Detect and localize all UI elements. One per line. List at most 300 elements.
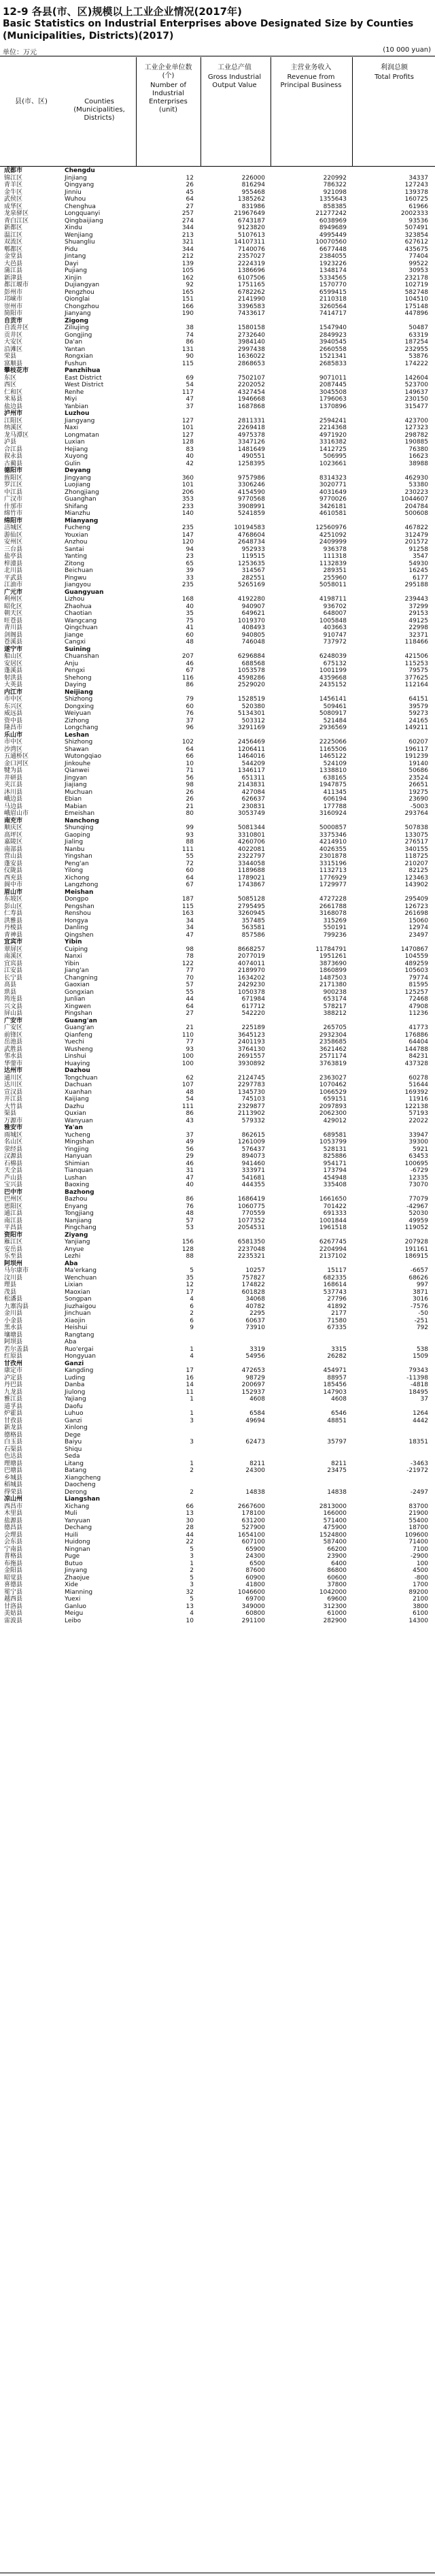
enterprises-value: 46 <box>186 660 194 667</box>
revenue-value: 4359668 <box>319 674 347 682</box>
county-name-en: Yingshan <box>65 853 92 860</box>
county-name-cn: 江阳区 <box>4 417 23 424</box>
county-name-en: Bazhou <box>65 1196 88 1203</box>
enterprises-value: 69 <box>186 374 194 382</box>
revenue-value: 2435152 <box>319 682 347 688</box>
county-name-cn: 江安县 <box>4 967 23 974</box>
county-name-cn: 东坡区 <box>4 896 23 903</box>
table-group-row <box>0 167 435 175</box>
enterprises-value: 71 <box>186 767 194 774</box>
table-row <box>0 1567 435 1575</box>
profits-value: 11236 <box>408 1010 428 1017</box>
table-row <box>0 839 435 846</box>
enterprises-value: 56 <box>186 1145 194 1153</box>
revenue-value: 5058011 <box>319 582 347 588</box>
enterprises-value: 72 <box>186 860 194 867</box>
profits-value: 109600 <box>404 1531 428 1539</box>
county-name-cn: 温江区 <box>4 231 23 239</box>
output-value: 1019370 <box>237 617 265 624</box>
county-name-cn: 安岳县 <box>4 1245 23 1253</box>
profits-value: 18495 <box>408 1388 428 1396</box>
profits-value: -21972 <box>406 1467 428 1474</box>
output-value: 5085128 <box>237 896 265 903</box>
header-enterprises-cn: 工业企业单位数(个) <box>144 64 192 80</box>
table-row <box>0 1253 435 1260</box>
county-name-cn: 井研县 <box>4 774 23 782</box>
header-county-en-text: Counties (Municipalities, Districts) <box>73 98 125 122</box>
profits-value: 421506 <box>404 653 428 660</box>
enterprises-value: 212 <box>181 253 194 260</box>
county-name-en: Baiyu <box>65 1439 82 1445</box>
county-name-cn: 大竹县 <box>4 1103 23 1110</box>
table-row <box>0 675 435 682</box>
table-row <box>0 1324 435 1332</box>
profits-value: 507838 <box>404 824 428 831</box>
enterprises-value: 26 <box>186 796 194 803</box>
profits-value: 71400 <box>408 1539 428 1545</box>
county-name-en: Zhaojue <box>65 1574 90 1582</box>
profits-value: 39579 <box>408 703 428 710</box>
table-row <box>0 567 435 575</box>
profits-value: 63319 <box>408 331 428 339</box>
county-name-cn: 石棉县 <box>4 1160 23 1167</box>
profits-value: 377625 <box>404 674 428 682</box>
output-value: 3764130 <box>237 1046 265 1053</box>
county-name-cn: 茂县 <box>4 1288 17 1296</box>
table-row <box>0 1389 435 1396</box>
county-name-cn: 马边县 <box>4 803 23 810</box>
county-name-cn: 甘洛县 <box>4 1603 23 1610</box>
output-value: 1751165 <box>237 282 265 288</box>
enterprises-value: 80 <box>186 810 194 817</box>
revenue-value: 2301878 <box>319 853 347 860</box>
county-name-cn: 沙湾区 <box>4 746 23 753</box>
revenue-value: 289351 <box>323 567 347 574</box>
county-name-en: Wanyuan <box>65 1117 93 1124</box>
county-name-cn: 阿坝州 <box>4 1260 23 1267</box>
table-row <box>0 382 435 389</box>
county-name-en: Jinniu <box>65 188 82 196</box>
revenue-value: 11784791 <box>315 946 347 953</box>
enterprises-value: 54 <box>186 1096 194 1103</box>
table-row <box>0 632 435 639</box>
county-name-en: Xinjin <box>65 274 82 282</box>
county-name-en: Batang <box>65 1467 87 1474</box>
county-name-cn: 合江县 <box>4 446 23 453</box>
table-row <box>0 224 435 232</box>
enterprises-value: 34 <box>186 917 194 924</box>
output-value: 34068 <box>245 1296 265 1303</box>
table-row <box>0 1589 435 1596</box>
profits-value: 175148 <box>404 303 428 310</box>
county-name-cn: 嘉陵区 <box>4 839 23 846</box>
table-row <box>0 775 435 782</box>
table-row <box>0 846 435 854</box>
revenue-value: 1370896 <box>319 403 347 410</box>
table-row <box>0 503 435 511</box>
table-row <box>0 1275 435 1282</box>
county-name-cn: 犍为县 <box>4 767 23 774</box>
enterprises-value: 57 <box>186 1217 194 1224</box>
revenue-value: 4727228 <box>319 896 347 903</box>
profits-value: 239443 <box>404 596 428 603</box>
output-value: 7502107 <box>237 374 265 382</box>
output-value: 2124745 <box>237 1074 265 1082</box>
enterprises-value: 1 <box>190 1460 194 1467</box>
county-name-cn: 大英县 <box>4 682 23 688</box>
county-name-cn: 蓬溪县 <box>4 667 23 674</box>
output-value: 6107506 <box>237 274 265 282</box>
county-name-en: Wuhou <box>65 196 86 203</box>
county-name-en: Qingbaijiang <box>65 217 103 224</box>
output-value: 2189970 <box>237 967 265 974</box>
county-name-cn: 丹巴县 <box>4 1382 23 1388</box>
county-name-en: Jintang <box>65 253 86 260</box>
profits-value: 84231 <box>408 1053 428 1060</box>
profits-value: 133075 <box>404 831 428 839</box>
county-name-cn: 市中区 <box>4 739 23 746</box>
county-name-cn: 广安区 <box>4 1024 23 1031</box>
county-name-cn: 利州区 <box>4 596 23 603</box>
revenue-value: 177788 <box>323 803 347 810</box>
revenue-value: 10070560 <box>315 239 347 246</box>
table-row <box>0 1532 435 1539</box>
county-name-cn: 巴州区 <box>4 1196 23 1203</box>
output-value: 746048 <box>241 639 265 646</box>
revenue-value: 111318 <box>323 553 347 560</box>
enterprises-value: 93 <box>186 831 194 839</box>
revenue-value: 3316382 <box>319 439 347 446</box>
enterprises-value: 74 <box>186 331 194 339</box>
output-value: 1743867 <box>237 882 265 888</box>
profits-value: 191161 <box>404 1245 428 1253</box>
county-name-cn: 美姑县 <box>4 1610 23 1617</box>
output-value: 2529020 <box>237 682 265 688</box>
county-name-cn: 青川县 <box>4 624 23 631</box>
output-value: 5134301 <box>237 710 265 717</box>
table-row <box>0 653 435 660</box>
county-name-en: Dayi <box>65 260 79 267</box>
table-row <box>0 932 435 939</box>
county-name-en: Wutongqiao <box>65 753 101 760</box>
output-value: 6296884 <box>237 653 265 660</box>
revenue-value: 3315196 <box>319 860 347 867</box>
county-name-cn: 洪雅县 <box>4 917 23 924</box>
header-divider <box>136 57 137 166</box>
profits-value: 22998 <box>408 624 428 631</box>
table-row <box>0 746 435 754</box>
enterprises-value: 27 <box>186 1010 194 1017</box>
profits-value: 68626 <box>408 1274 428 1282</box>
revenue-value: 1947875 <box>319 782 347 788</box>
table-row <box>0 303 435 311</box>
revenue-value: 1524800 <box>319 1531 347 1539</box>
output-value: 3319 <box>249 1345 265 1353</box>
enterprises-value: 41 <box>186 624 194 631</box>
output-value: 940805 <box>241 631 265 639</box>
output-value: 230831 <box>241 803 265 810</box>
enterprises-value: 13 <box>186 1510 194 1517</box>
table-row <box>0 660 435 668</box>
output-value: 226000 <box>241 174 265 182</box>
table-row <box>0 1396 435 1403</box>
county-name-en: Cangxi <box>65 639 86 646</box>
enterprises-value: 117 <box>181 388 194 396</box>
table-row <box>0 246 435 254</box>
county-name-en: Anyue <box>65 1245 84 1253</box>
revenue-value: 23475 <box>327 1467 347 1474</box>
county-name-cn: 木里县 <box>4 1510 23 1517</box>
output-value: 2224319 <box>237 260 265 267</box>
county-name-en: Luding <box>65 1374 86 1382</box>
output-value: 941460 <box>241 1160 265 1167</box>
table-row <box>0 424 435 432</box>
enterprises-value: 111 <box>181 846 194 853</box>
county-name-en: Mianzhu <box>65 510 90 517</box>
table-row <box>0 760 435 768</box>
revenue-value: 578217 <box>323 1003 347 1010</box>
county-name-cn: 岳池县 <box>4 1039 23 1046</box>
county-name-en: Jiulong <box>65 1388 86 1396</box>
output-value: 952933 <box>241 546 265 553</box>
county-name-cn: 北川县 <box>4 567 23 574</box>
table-row <box>0 1618 435 1625</box>
output-value: 10257 <box>245 1267 265 1274</box>
revenue-value: 689581 <box>323 1131 347 1139</box>
county-name-cn: 德昌县 <box>4 1524 23 1531</box>
enterprises-value: 40 <box>186 453 194 460</box>
table-row <box>0 1239 435 1246</box>
header-revenue-en: Revenue from Principal Business <box>280 73 342 89</box>
table-row <box>0 1132 435 1139</box>
county-name-en: Xichong <box>65 874 90 882</box>
output-value: 14838 <box>245 1488 265 1496</box>
table-row <box>0 396 435 403</box>
enterprises-value: 88 <box>186 839 194 846</box>
enterprises-value: 162 <box>181 274 194 282</box>
enterprises-value: 9 <box>190 1324 194 1331</box>
enterprises-value: 3 <box>190 1439 194 1445</box>
output-value: 4260706 <box>237 839 265 846</box>
county-name-cn: 乐山市 <box>4 731 23 739</box>
enterprises-value: 131 <box>181 346 194 353</box>
enterprises-value: 66 <box>186 753 194 760</box>
county-name-cn: 前锋区 <box>4 1031 23 1039</box>
revenue-value: 8949689 <box>319 224 347 231</box>
enterprises-value: 76 <box>186 1203 194 1210</box>
enterprises-value: 55 <box>186 853 194 860</box>
county-name-cn: 古蔺县 <box>4 460 23 467</box>
county-name-cn: 德阳市 <box>4 467 23 474</box>
enterprises-value: 127 <box>181 417 194 424</box>
profits-value: -7576 <box>410 1303 428 1310</box>
county-name-cn: 达川区 <box>4 1082 23 1088</box>
county-name-cn: 雅江县 <box>4 1396 23 1403</box>
county-name-cn: 天全县 <box>4 1167 23 1174</box>
revenue-value: 9770026 <box>319 496 347 503</box>
table-row <box>0 403 435 411</box>
county-name-cn: 沐川县 <box>4 788 23 796</box>
revenue-value: 1661650 <box>319 1196 347 1203</box>
enterprises-value: 64 <box>186 874 194 882</box>
county-name-cn: 安居区 <box>4 660 23 667</box>
table-group-row <box>0 318 435 325</box>
revenue-value: 2571174 <box>319 1053 347 1060</box>
profits-value: 792 <box>416 1324 428 1331</box>
county-name-en: Yuechi <box>65 1039 84 1046</box>
revenue-value: 6599415 <box>319 288 347 296</box>
county-name-cn: 兴文县 <box>4 1003 23 1010</box>
table-row <box>0 1182 435 1189</box>
table-row <box>0 975 435 982</box>
header-county-en <box>63 98 136 122</box>
table-row <box>0 203 435 211</box>
county-name-cn: 峨眉山市 <box>4 810 29 817</box>
output-value: 200697 <box>241 1382 265 1388</box>
output-value: 41800 <box>245 1582 265 1588</box>
revenue-value: 220992 <box>323 174 347 182</box>
output-value: 671984 <box>241 996 265 1003</box>
revenue-value: 147903 <box>323 1388 347 1396</box>
county-name-en: Emeishan <box>65 810 95 817</box>
revenue-value: 3260564 <box>319 303 347 310</box>
table-row <box>0 482 435 489</box>
revenue-value: 1005848 <box>319 617 347 624</box>
output-value: 24300 <box>245 1467 265 1474</box>
profits-value: 232178 <box>404 274 428 282</box>
table-row <box>0 789 435 797</box>
enterprises-value: 3 <box>190 1582 194 1588</box>
profits-value: 144788 <box>404 1046 428 1053</box>
county-name-en: Qingyang <box>65 182 94 188</box>
table-row <box>0 1053 435 1060</box>
table-row <box>0 924 435 932</box>
table-row <box>0 682 435 689</box>
output-value: 73910 <box>245 1324 265 1331</box>
county-name-en: Yibin <box>65 960 80 967</box>
revenue-value: 48851 <box>327 1417 347 1424</box>
output-value: 2295 <box>249 1310 265 1317</box>
revenue-value: 1923226 <box>319 260 347 267</box>
table-row <box>0 1146 435 1154</box>
table-row <box>0 553 435 561</box>
table-row <box>0 546 435 554</box>
profits-value: 73070 <box>408 1182 428 1188</box>
table-row <box>0 1575 435 1582</box>
table-row <box>0 1060 435 1068</box>
enterprises-value: 105 <box>181 267 194 274</box>
table-row <box>0 339 435 346</box>
county-name-en: Dechang <box>65 1524 92 1531</box>
revenue-value: 5080917 <box>319 710 347 717</box>
profits-value: 51644 <box>408 1082 428 1088</box>
table-row <box>0 1518 435 1525</box>
county-name-cn: 新都区 <box>4 224 23 231</box>
table-row <box>0 1210 435 1218</box>
county-name-cn: 都江堰市 <box>4 282 29 288</box>
county-name-cn: 仁寿县 <box>4 910 23 917</box>
output-value: 1634202 <box>237 974 265 982</box>
output-value: 3396583 <box>237 303 265 310</box>
county-name-cn: 西充县 <box>4 874 23 882</box>
table-row <box>0 875 435 882</box>
county-name-en: Xindu <box>65 224 82 231</box>
profits-value: 340155 <box>404 846 428 853</box>
table-row <box>0 296 435 303</box>
revenue-value: 21277242 <box>315 210 347 217</box>
output-value: 1053578 <box>237 667 265 674</box>
enterprises-value: 35 <box>186 1274 194 1282</box>
revenue-value: 27796 <box>327 1296 347 1303</box>
county-name-en: Guanghan <box>65 496 97 503</box>
table-row <box>0 1424 435 1432</box>
table-row <box>0 867 435 875</box>
table-row <box>0 824 435 832</box>
county-name-en: Nanxi <box>65 953 82 960</box>
revenue-value: 537743 <box>323 1288 347 1296</box>
table-row <box>0 1353 435 1360</box>
output-value: 7140076 <box>237 246 265 253</box>
output-value: 2868653 <box>237 360 265 367</box>
profits-value: 18700 <box>408 1524 428 1531</box>
output-value: 1346117 <box>237 767 265 774</box>
enterprises-value: 2 <box>190 1567 194 1574</box>
county-name-en: Xiangcheng <box>65 1474 101 1482</box>
county-name-cn: 新津县 <box>4 274 23 282</box>
county-name-cn: 东兴区 <box>4 703 23 710</box>
revenue-value: 60600 <box>327 1574 347 1582</box>
output-value: 2077019 <box>237 953 265 960</box>
profits-value: 112164 <box>404 682 428 688</box>
enterprises-value: 29 <box>186 1153 194 1160</box>
enterprises-value: 98 <box>186 946 194 953</box>
county-name-cn: 宣汉县 <box>4 1088 23 1096</box>
profits-value: 105603 <box>404 967 428 974</box>
output-value: 503312 <box>241 717 265 724</box>
profits-value: -800 <box>414 1574 428 1582</box>
county-name-en: Lezhi <box>65 1253 81 1260</box>
revenue-value: 1132839 <box>319 560 347 567</box>
county-name-cn: 昭化区 <box>4 603 23 610</box>
enterprises-value: 64 <box>186 746 194 753</box>
output-value: 408493 <box>241 624 265 631</box>
enterprises-value: 5 <box>190 1574 194 1582</box>
county-name-cn: 龙马潭区 <box>4 431 29 439</box>
revenue-value: 910747 <box>323 631 347 639</box>
profits-value: 12974 <box>408 924 428 931</box>
output-value: 3053749 <box>237 810 265 817</box>
county-name-cn: 东区 <box>4 374 17 382</box>
enterprises-value: 54 <box>186 382 194 388</box>
enterprises-value: 86 <box>186 1110 194 1117</box>
enterprises-value: 2 <box>190 1310 194 1317</box>
output-value: 1481649 <box>237 446 265 453</box>
revenue-value: 4971920 <box>319 431 347 439</box>
table-row <box>0 361 435 368</box>
county-name-cn: 南充市 <box>4 817 23 824</box>
header-enterprises <box>139 64 197 114</box>
revenue-value: 4214910 <box>319 839 347 846</box>
revenue-value: 23900 <box>327 1553 347 1560</box>
county-name-en: Huili <box>65 1531 78 1539</box>
output-value: 2811331 <box>237 417 265 424</box>
table-row <box>0 218 435 225</box>
profits-value: 190885 <box>404 439 428 446</box>
county-name-en: Longquanyi <box>65 210 101 217</box>
county-name-cn: 资阳市 <box>4 1231 23 1239</box>
profits-value: 3871 <box>413 1288 428 1296</box>
profits-value: 30953 <box>408 267 428 274</box>
